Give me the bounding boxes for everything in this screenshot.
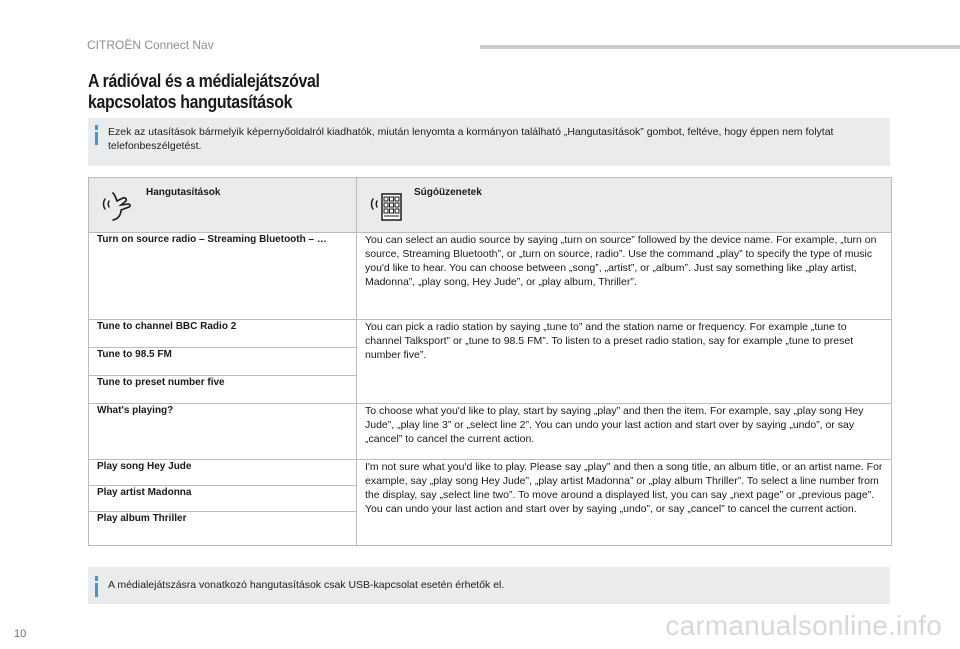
page-title-line-1: A rádióval és a médialejátszóval — [88, 70, 320, 91]
header-help-messages-label: Súgóüzenetek — [414, 187, 482, 198]
table-row — [89, 404, 892, 460]
help-message-cell: You can select an audio source by saying „turn on source” followed by the device name. For example, „turn on source, Streaming Bluetooth”, or „turn on source, radio”. Use the command „play” to specify the type of music you'd like to hear. You can choose between „song”, „artist”, or „album”. Just say something like „play artist, Madonna”, „play song, Hey Jude”, or „play album, Thriller”. — [357, 233, 892, 320]
help-message-cell: You can pick a radio station by saying „tune to” and the station name or frequency. For example „tune to channel Talksport” or „tune to 98.5 FM”. To listen to a preset radio station, say for example „tune to preset number five”. — [357, 320, 892, 404]
info-note-text: A médialejátszásra vonatkozó hangutasítások csak USB-kapcsolat esetén érhetők el. — [108, 579, 505, 591]
header-help-messages — [357, 178, 892, 233]
header-voice-commands — [89, 178, 357, 233]
info-note-bottom — [88, 567, 890, 604]
voice-command-cell: Play song Hey Jude — [89, 460, 357, 486]
table-header-row — [89, 178, 892, 233]
page-number: 10 — [14, 628, 27, 640]
voice-command-cell: What's playing? — [89, 404, 357, 460]
header-divider — [480, 45, 960, 49]
watermark: carmanualsonline.info — [665, 610, 942, 641]
voice-command-cell: Tune to channel BBC Radio 2 — [89, 320, 357, 348]
help-message-cell: To choose what you'd like to play, start by saying „play” and then the item. For example, say „play song Hey Jude”, „play line 3” or „select line 2”. You can undo your last action and start over by saying „undo”, or say „cancel” to cancel the current action. — [357, 404, 892, 460]
header-brand: CITROËN Connect Nav — [87, 38, 214, 52]
help-messages-icon — [369, 189, 403, 223]
help-message-cell: I'm not sure what you'd like to play. Please say „play” and then a song title, an album title, or an artist name. For example, say „play song Hey Jude”, „play artist Madonna” or „play album Thriller”. To select a line number from the display, say „select line two”. To move around a displayed list, you can say „next page” or „previous page”. You can undo your last action and start over by saying „undo”, or say „cancel” to cancel the current action. — [357, 460, 892, 546]
note-marker-icon — [95, 125, 98, 130]
voice-command-cell: Tune to preset number five — [89, 376, 357, 404]
note-marker-bar — [95, 132, 98, 145]
note-marker-bar — [95, 583, 98, 597]
voice-command-cell: Play album Thriller — [89, 512, 357, 546]
page-title-line-2: kapcsolatos hangutasítások — [88, 91, 293, 112]
note-marker-icon — [95, 576, 98, 581]
header-voice-commands-label: Hangutasítások — [146, 187, 221, 198]
info-note-text: Ezek az utasítások bármelyik képernyőoldalról kiadhatók, miután lenyomta a kormányon található „Hangutasítások” gombot, feltéve, hogy éppen nem folytat telefonbeszélgetést. — [108, 126, 834, 152]
voice-command-icon — [101, 189, 135, 223]
info-note-top — [88, 118, 890, 166]
voice-command-cell: Play artist Madonna — [89, 486, 357, 512]
table-row — [89, 320, 892, 348]
voice-command-cell: Tune to 98.5 FM — [89, 348, 357, 376]
page-title — [88, 70, 320, 112]
table-row — [89, 233, 892, 320]
voice-commands-table — [88, 177, 892, 546]
table-row — [89, 460, 892, 486]
voice-command-cell: Turn on source radio – Streaming Bluetooth – … — [89, 233, 357, 320]
